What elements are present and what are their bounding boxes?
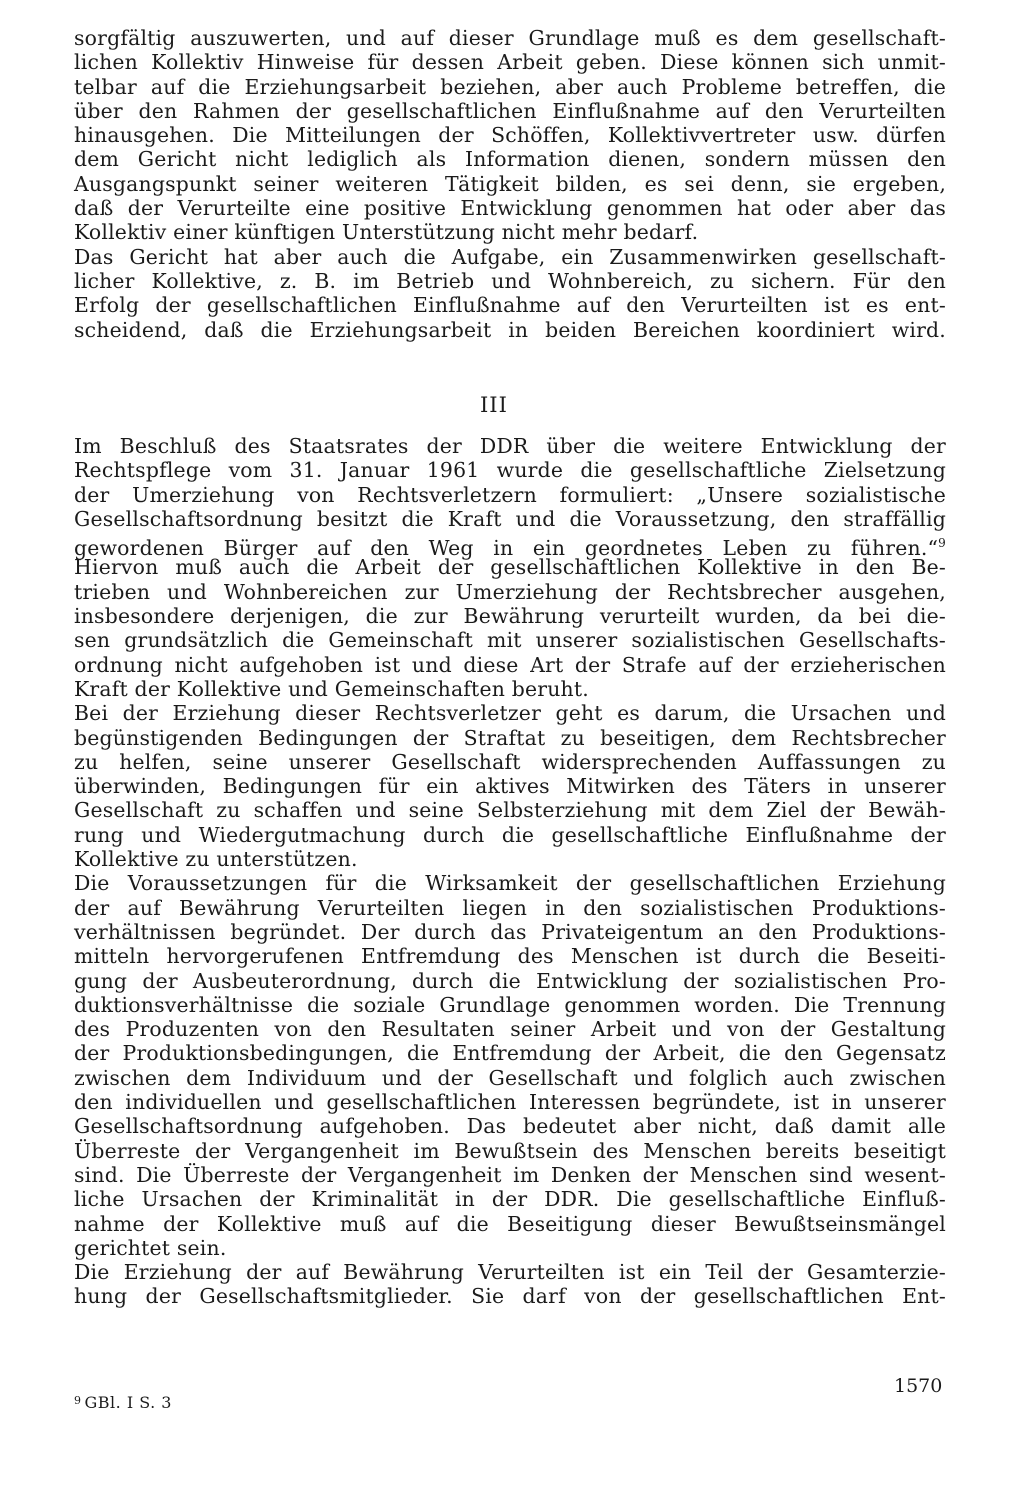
- page-number: 1570: [894, 1375, 943, 1397]
- text-line: Kraft der Kollektive und Gemeinschaften beruht.: [74, 676, 589, 701]
- text-line: der auf Bewährung Verurteilten liegen in den sozialistischen Produktions-: [74, 895, 946, 920]
- text-line: den individuellen und gesellschaftlichen Interessen begründete, ist in unserer: [74, 1090, 946, 1115]
- text-line: Kollektiv einer künftigen Unterstützung nicht mehr bedarf.: [74, 220, 699, 245]
- footnote-reference: 9: [938, 536, 946, 551]
- text-line: verhältnissen begründet. Der durch das Privateigentum an den Produktions-: [74, 919, 946, 944]
- text-line: gewordenen Bürger auf den Weg in ein geordnetes Leben zu führen.“: [74, 536, 939, 561]
- text-line: Das Gericht hat aber auch die Aufgabe, ein Zusammenwirken gesellschaft-: [74, 244, 946, 269]
- text-line: ordnung nicht aufgehoben ist und diese Art der Strafe auf der erzieherischen: [74, 652, 946, 677]
- text-line: Überreste der Vergangenheit im Bewußtsein des Menschen bereits beseitigt: [74, 1138, 946, 1163]
- text-line: sorgfältig auszuwerten, und auf dieser Grundlage muß es dem gesellschaft-: [74, 26, 946, 50]
- text-line: Kollektive zu unterstützen.: [74, 847, 358, 872]
- text-line: zwischen dem Individuum und der Gesellschaft und folglich auch zwischen: [74, 1065, 946, 1090]
- text-line: überwinden, Bedingungen für ein aktives Mitwirken des Täters in unserer: [74, 774, 946, 799]
- footnote: [74, 1393, 172, 1412]
- text-line: der Produktionsbedingungen, die Entfremdung der Arbeit, die den Gegensatz: [74, 1041, 946, 1066]
- text-line: über den Rahmen der gesellschaftlichen Einflußnahme auf den Verurteilten: [74, 98, 946, 123]
- section-heading: III: [480, 393, 508, 417]
- text-line-with-footnote: [74, 531, 946, 561]
- footnote-text: GBl. I S. 3: [84, 1393, 172, 1412]
- text-line: mitteln hervorgerufenen Entfremdung des Menschen ist durch die Beseiti-: [74, 944, 946, 969]
- text-line: der Umerziehung von Rechtsverletzern formuliert: „Unsere sozialistische: [74, 482, 946, 507]
- text-line: duktionsverhältnisse die soziale Grundlage genommen worden. Die Trennung: [74, 992, 946, 1017]
- text-line: sind. Die Überreste der Vergangenheit im Denken der Menschen sind wesent-: [74, 1162, 946, 1187]
- text-line: zu helfen, seine unserer Gesellschaft widersprechenden Auffassungen zu: [74, 749, 946, 774]
- text-line: hung der Gesellschaftsmitglieder. Sie darf von der gesellschaftlichen Ent-: [74, 1284, 946, 1309]
- text-line: Erfolg der gesellschaftlichen Einflußnahme auf den Verurteilten ist es ent-: [74, 293, 946, 318]
- text-line: trieben und Wohnbereichen zur Umerziehung der Rechtsbrecher ausgehen,: [74, 579, 946, 604]
- text-line: des Produzenten von den Resultaten seiner Arbeit und von der Gestaltung: [74, 1017, 946, 1042]
- text-line: sen grundsätzlich die Gemeinschaft mit unserer sozialistischen Gesellschafts-: [74, 628, 946, 653]
- footnote-marker: 9: [74, 1394, 82, 1407]
- text-line: telbar auf die Erziehungsarbeit beziehen, aber auch Probleme betreffen, die: [74, 74, 946, 99]
- text-line: gung der Ausbeuterordnung, durch die Entwicklung der sozialistischen Pro-: [74, 968, 946, 993]
- text-line: lichen Kollektiv Hinweise für dessen Arbeit geben. Diese können sich unmit-: [74, 50, 946, 75]
- text-line: scheidend, daß die Erziehungsarbeit in beiden Bereichen koordiniert wird.: [74, 317, 946, 342]
- text-line: Gesellschaftsordnung aufgehoben. Das bedeutet aber nicht, daß damit alle: [74, 1114, 946, 1139]
- text-line: daß der Verurteilte eine positive Entwicklung genommen hat oder aber das: [74, 196, 946, 221]
- text-line: rung und Wiedergutmachung durch die gesellschaftliche Einflußnahme der: [74, 822, 946, 847]
- text-line: Gesellschaftsordnung besitzt die Kraft und die Voraussetzung, den straffällig: [74, 506, 946, 531]
- text-line: hinausgehen. Die Mitteilungen der Schöffen, Kollektivvertreter usw. dürfen: [74, 123, 946, 148]
- text-line: Gesellschaft zu schaffen und seine Selbsterziehung mit dem Ziel der Bewäh-: [74, 798, 946, 823]
- text-line: Im Beschluß des Staatsrates der DDR über die weitere Entwicklung der: [74, 434, 946, 458]
- text-line: Ausgangspunkt seiner weiteren Tätigkeit bilden, es sei denn, sie ergeben,: [74, 171, 946, 196]
- text-line: insbesondere derjenigen, die zur Bewährung verurteilt wurden, da bei die-: [74, 604, 946, 629]
- text-line: Die Erziehung der auf Bewährung Verurteilten ist ein Teil der Gesamterzie-: [74, 1260, 946, 1285]
- text-line: Die Voraussetzungen für die Wirksamkeit der gesellschaftlichen Erziehung: [74, 871, 946, 896]
- text-line: liche Ursachen der Kriminalität in der DDR. Die gesellschaftliche Einfluß-: [74, 1187, 946, 1212]
- text-line: dem Gericht nicht lediglich als Information dienen, sondern müssen den: [74, 147, 946, 172]
- text-line: begünstigenden Bedingungen der Straftat zu beseitigen, dem Rechtsbrecher: [74, 725, 946, 750]
- text-line: Rechtspflege vom 31. Januar 1961 wurde die gesellschaftliche Zielsetzung: [74, 458, 946, 483]
- text-line: licher Kollektive, z. B. im Betrieb und Wohnbereich, zu sichern. Für den: [74, 268, 946, 293]
- text-line: nahme der Kollektive muß auf die Beseitigung dieser Bewußtseinsmängel: [74, 1211, 946, 1236]
- text-line: gerichtet sein.: [74, 1235, 227, 1260]
- section-2-text: [74, 434, 946, 1309]
- section-1-text: [74, 26, 946, 342]
- text-line: Hiervon muß auch die Arbeit der gesellschaftlichen Kollektive in den Be-: [74, 555, 946, 580]
- text-line: Bei der Erziehung dieser Rechtsverletzer geht es darum, die Ursachen und: [74, 701, 946, 726]
